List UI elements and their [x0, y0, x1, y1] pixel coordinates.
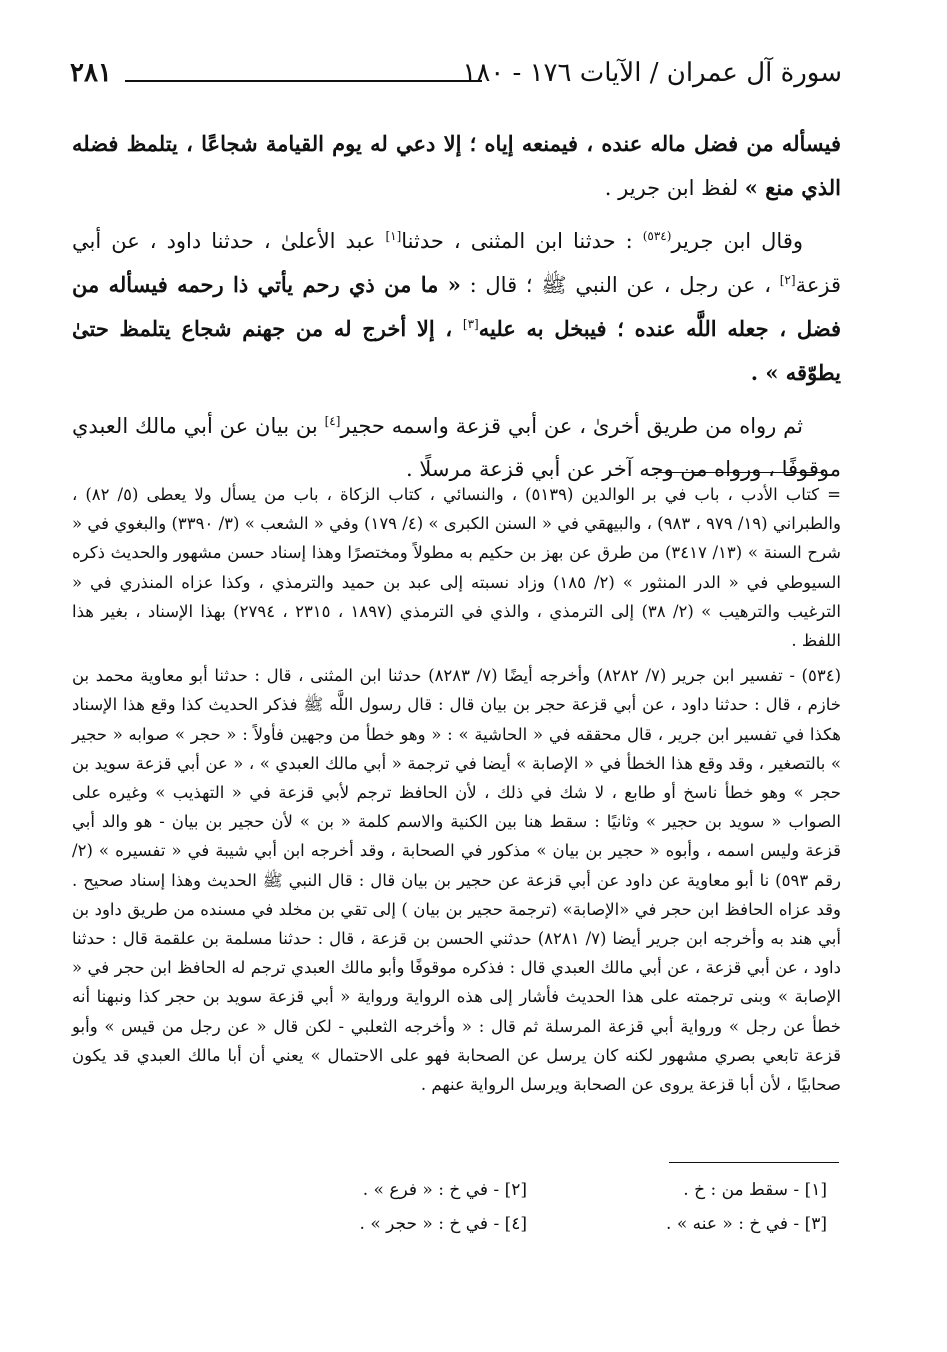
variants-separator	[669, 1162, 839, 1163]
paragraph-1	[72, 122, 841, 210]
footnote-ref: (٥٣٤)	[642, 229, 672, 243]
variant-4: [٤] - في خ : « حجر » .	[359, 1214, 527, 1234]
variant-ref: [٤]	[324, 414, 341, 428]
header-rule	[125, 80, 482, 82]
footnote-534: (٥٣٤) - تفسير ابن جرير (٧/ ٨٢٨٢) وأخرجه أيضًا (٧/ ٨٢٨٣) حدثنا ابن المثنى ، قال : حدثنا أبو معاوية محمد بن خازم ، قال : حدثنا داود ، عن أبي قزعة حجر بن بيان قال : قال رسول اللَّه ﷺ فذكر الحديث كذا وقع هذا الإسناد هكذا في تفسير ابن جرير ، قال محققه في « الحاشية » : « وهو خطأ من وجهين فأولاً : « حجر » صوابه « حجير » بالتصغير ، وقد وقع هذا الخطأ في « الإصابة » أيضا في ترجمة « أبي مالك العبدي » ، « عن أبي قزعة سويد بن حجر » وهو خطأ ناسخ أو طابع ، لا شك في ذلك ، لأن الحافظ ترجم لأبي قزعة في « التهذيب » وغيره على الصواب « سويد بن حجير » وثانيًا : سقط هنا بين الكنية والاسم كلمة « بن » لأن حجير بن بيان - هو والد أبي قزعة وليس اسمه ، وأبوه « حجير بن بيان » مذكور في الصحابة ، وقد أخرجه ابن أبي شيبة في « تفسيره » (٢/ رقم ٥٩٣) نا أبو معاوية عن داود عن أبي قزعة عن حجير بن بيان قال : قال النبي ﷺ الحديث وهذا إسناد صحيح . وقد عزاه الحافظ ابن حجر في «الإصابة» (ترجمة حجير بن بيان ) إلى تقي بن مخلد في مسنده من طريق داود بن أبي هند به وأخرجه ابن جرير أيضا (٧/ ٨٢٨١) حدثني الحسن بن قزعة ، قال : حدثنا مسلمة بن علقمة قال : حدثنا داود ، عن أبي قزعة ، عن أبي مالك العبدي قال : فذكره موقوفًا وأبو مالك العبدي ترجم له الحافظ ابن حجر في « الإصابة » وبنى ترجمته على هذا الحديث فأشار إلى هذه الرواية ورواية « أبي قزعة سويد بن حجر كذا ونبهنا أنه خطأ عن رجل » ورواية أبي قزعة المرسلة ثم قال : « وأخرجه الثعلبي - لكن قال « عن رجل من قيس » وأبو قزعة تابعي بصري مشهور لكنه كان يرسل عن الصحابة فهو على الاحتمال » يعني أن أبا مالك العبدي قد يكون صحابيًا ، لأن أبا قزعة يروى عن الصحابة ويرسل الرواية عنهم .	[72, 666, 841, 1095]
isnad-text: : حدثنا ابن المثنى ، حدثنا	[401, 229, 643, 253]
isnad-text: ، عن رجل ، عن النبي ﷺ ؛ قال :	[460, 273, 780, 297]
variant-1: [١] - سقط من : خ .	[683, 1180, 827, 1200]
body-text: ثم رواه من طريق أخرىٰ ، عن أبي قزعة واسمه حجير	[340, 414, 803, 438]
variant-2: [٢] - في خ : « فرع » .	[362, 1180, 527, 1200]
variant-3: [٣] - في خ : « عنه » .	[666, 1214, 827, 1234]
hadith-text: « ما من ذي رحم يأتي ذا رحمه فيسأله من فضل ، جعله اللَّه عنده ؛ فيبخل به عليه	[72, 272, 841, 341]
isnad-text: عبد الأعلىٰ ، حدثنا داود ، عن أبي قزعة	[72, 229, 841, 297]
footnotes	[72, 480, 841, 1105]
main-text	[72, 122, 841, 501]
variant-ref: [٣]	[462, 317, 479, 331]
running-title: سورة آل عمران / الآيات ١٧٦ - ١٨٠	[462, 58, 842, 88]
source-note: لفظ ابن جرير .	[604, 176, 745, 200]
variant-ref: [٢]	[779, 273, 796, 287]
footnote-continued: = كتاب الأدب ، باب في بر الوالدين (٥١٣٩) ، والنسائي ، كتاب الزكاة ، باب من يسأل ولا يعطى (٥/ ٨٢) ، والطبراني (١٩/ ٩٧٩ ، ٩٨٣) ، والبيهقي في « السنن الكبرى » (٤/ ١٧٩) وفي « الشعب » (٣/ ٣٣٩٠) والبغوي في « شرح السنة » (١٣/ ٣٤١٧) من طرق عن بهز بن حكيم به مطولاً ومختصرًا وهذا إسناد حسن مشهور والحديث ذكره السيوطي في « الدر المنثور » (٢/ ١٨٥) وزاد نسبته إلى عبد بن حميد والترمذي ، وكذا عزاه المنذري في « الترغيب والترهيب » (٢/ ٣٨) إلى الترمذي ، والذي في الترمذي (١٨٩٧ ، ٢٣١٥ ، ٢٧٩٤) بهذا الإسناد ، بغير هذا اللفظ .	[72, 485, 842, 651]
page-header	[70, 58, 842, 98]
page-number: ٢٨١	[70, 58, 112, 88]
body-text: بن بيان عن أبي مالك العبدي موقوفًا ، ورواه من وجه آخر عن أبي قزعة مرسلًا .	[72, 414, 841, 481]
paragraph-3	[72, 405, 841, 491]
footnote-separator	[654, 472, 824, 473]
paragraph-2	[72, 220, 841, 395]
isnad-text: وقال ابن جرير	[671, 229, 803, 253]
hadith-text: ، إلا أخرج له من جهنم شجاع يتلمظ حتىٰ يطوّقه » .	[72, 316, 841, 385]
hadith-text: فيسأله من فضل ماله عنده ، فيمنعه إياه ؛ إلا دعي له يوم القيامة شجاعًا ، يتلمظ فضله الذي منع »	[72, 131, 841, 200]
variant-ref: [١]	[385, 229, 402, 243]
